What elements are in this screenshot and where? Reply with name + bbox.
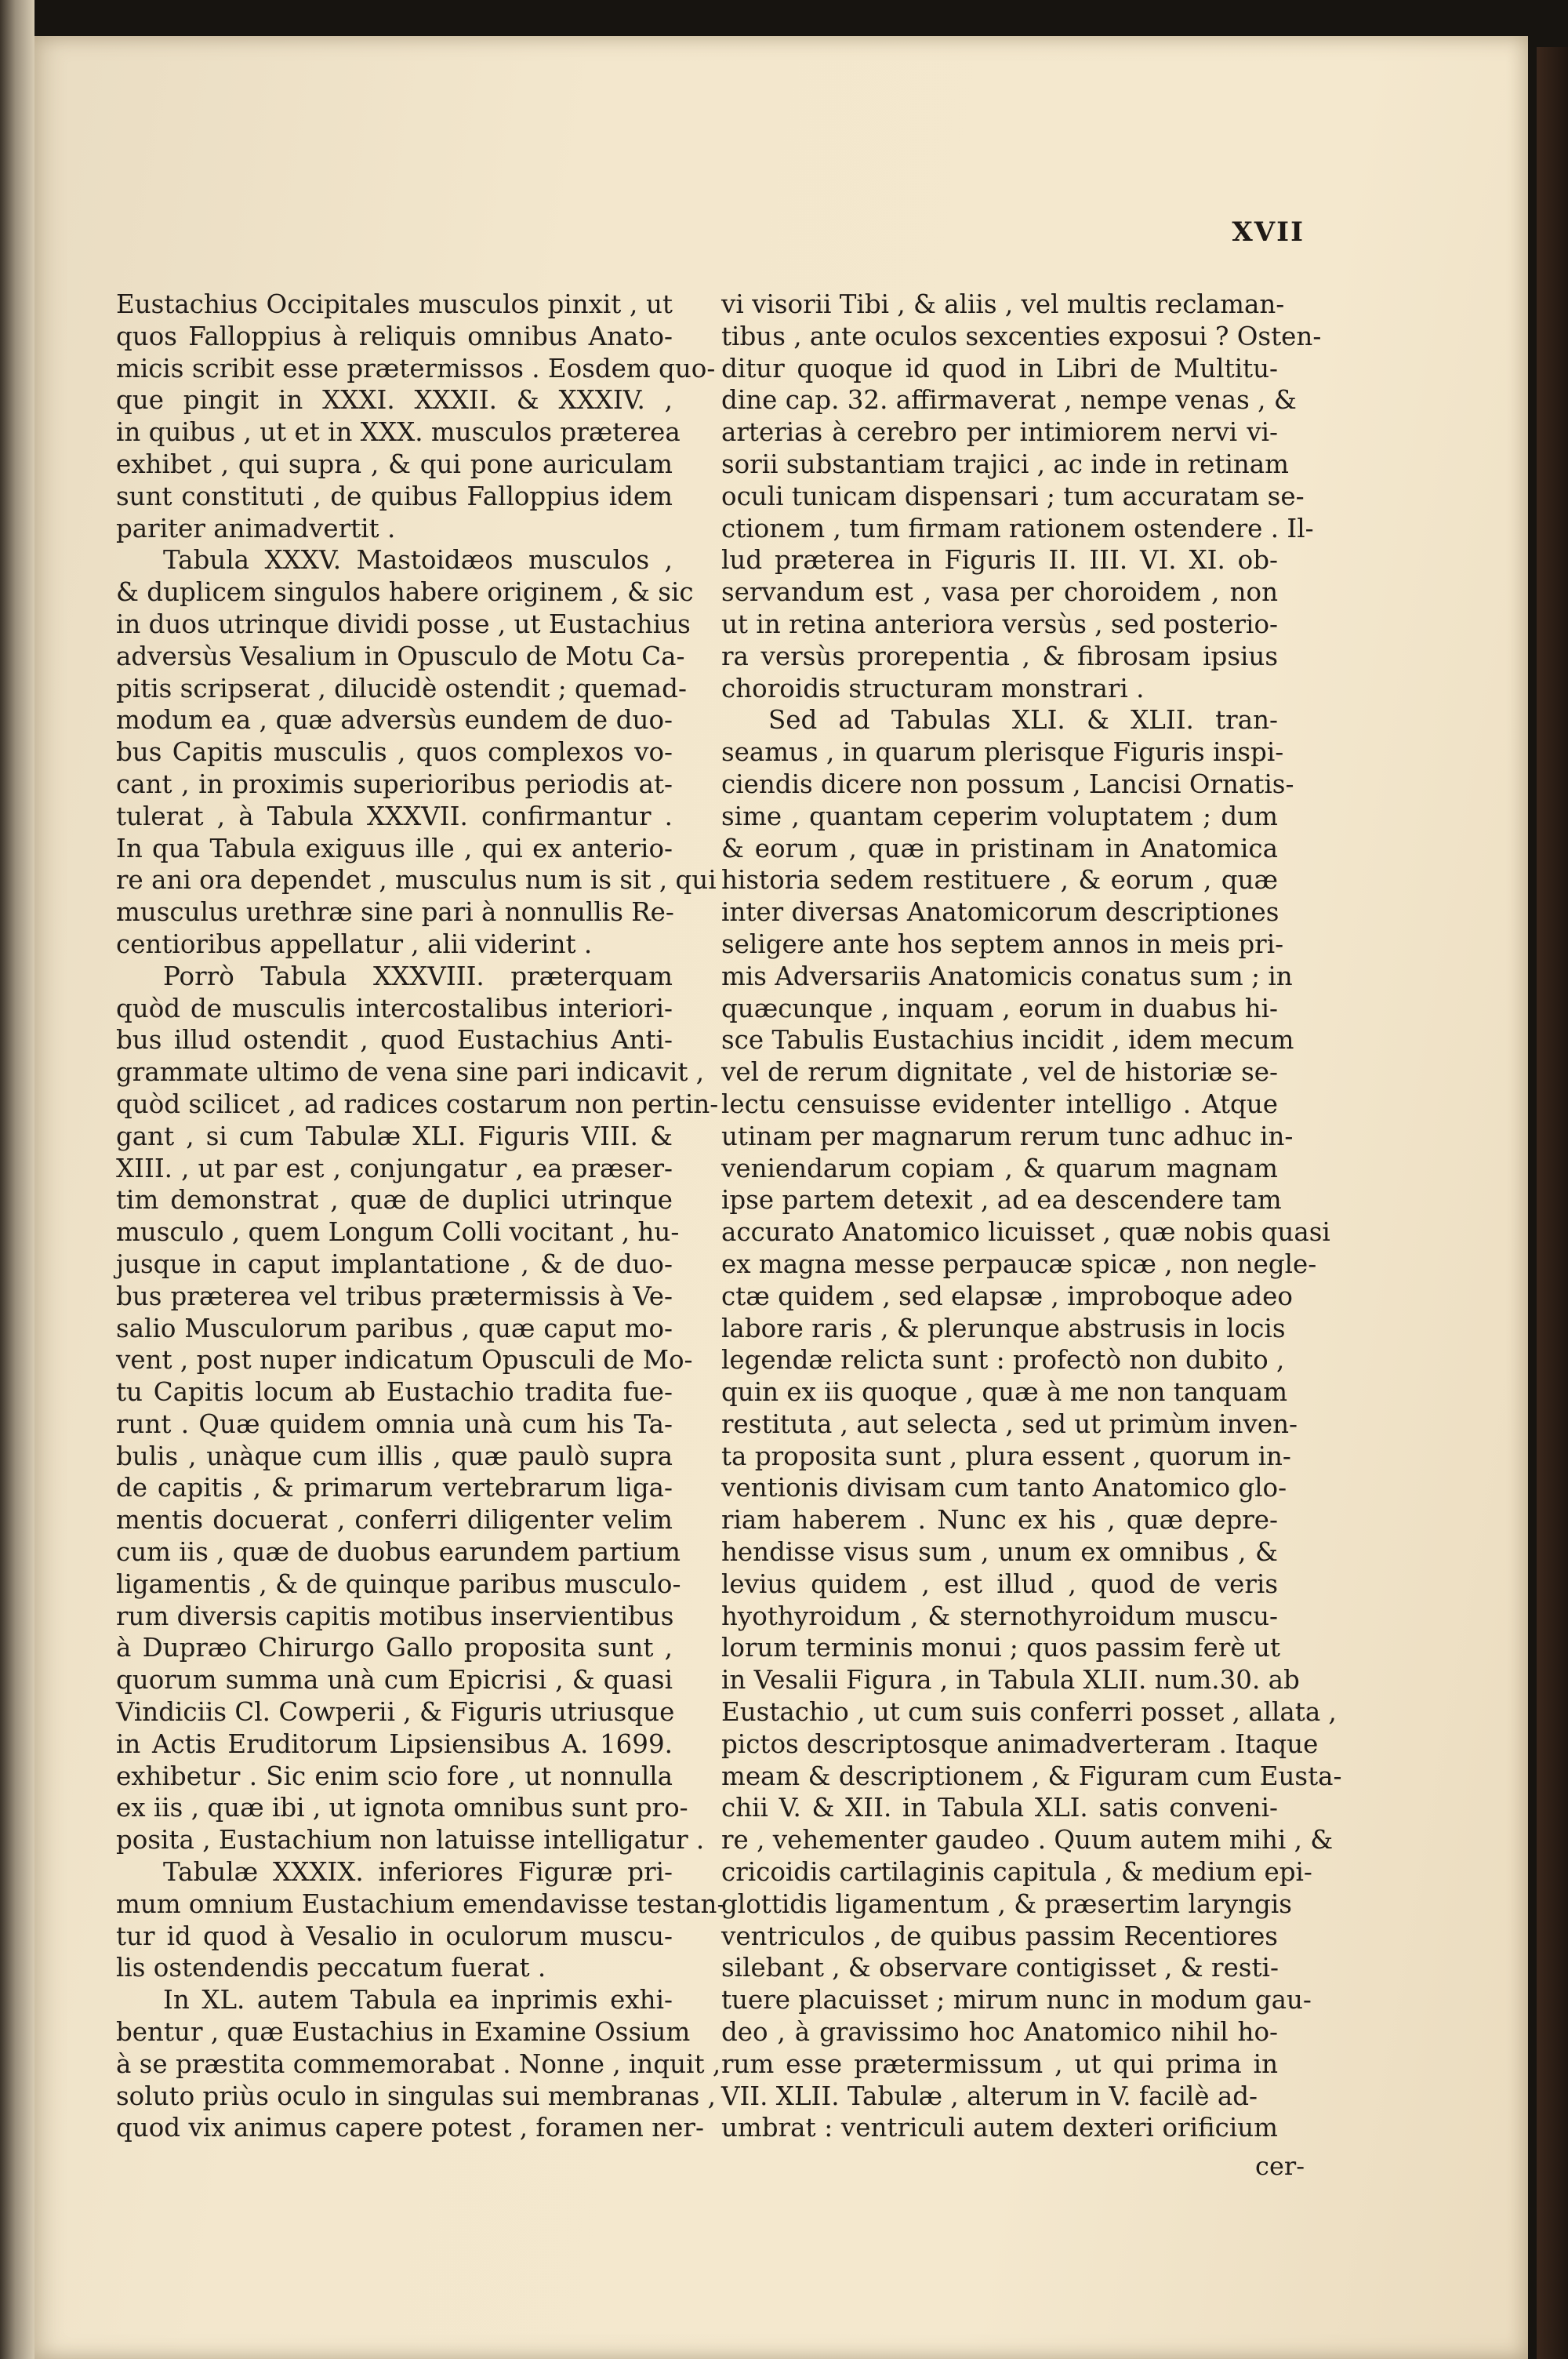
left-column [116,289,726,2144]
text-line: Eustachio , ut cum suis conferri posset , allata , [721,1697,1337,1728]
text-line: centioribus appellatur , alii viderint . [116,929,593,959]
text-line: lis ostendendis peccatum fuerat . [116,1953,546,1983]
text-line: choroidis structuram monstrari . [721,673,1145,703]
text-line: sime , quantam ceperim voluptatem ; dum [721,801,1278,831]
text-line: bus præterea vel tribus prætermissis à Ve- [116,1281,673,1311]
text-line: mentis docuerat , conferri diligenter velim [116,1505,673,1536]
text-line: ex iis , quæ ibi , ut ignota omnibus sunt pro- [116,1793,688,1823]
text-line: & duplicem singulos habere originem , & sic [116,577,694,608]
text-line: adversùs Vesalium in Opusculo de Motu Ca- [116,641,685,671]
text-line: à se præstita commemorabat . Nonne , inquit , [116,2048,721,2079]
text-line: tibus , ante oculos sexcenties exposui ? Osten- [721,321,1322,351]
text-line: rum esse prætermissum , ut qui prima in [721,2048,1278,2079]
text-line: ventionis divisam cum tanto Anatomico glo- [721,1473,1287,1503]
text-line: micis scribit esse prætermissos . Eosdem quo- [116,353,716,383]
page-number: XVII [1232,216,1305,248]
text-line: VII. XLII. Tabulæ , alterum in V. facilè ad- [721,2081,1258,2111]
text-line: vel de rerum dignitate , vel de historiæ se- [721,1057,1278,1088]
text-line: restituta , aut selecta , sed ut primùm inven- [721,1408,1298,1439]
text-line: lorum terminis monui ; quos passim ferè ut [721,1633,1280,1663]
text-line: accurato Anatomico licuisset , quæ nobis quasi [721,1217,1330,1248]
text-line: meam & descriptionem , & Figuram cum Eusta- [721,1761,1342,1791]
book-page [34,36,1528,2359]
text-line: seligere ante hos septem annos in meis pri- [721,929,1284,959]
text-line: in Actis Eruditorum Lipsiensibus A. 1699. [116,1728,673,1759]
text-line: sunt constituti , de quibus Falloppius idem [116,481,673,511]
text-line: seamus , in quarum plerisque Figuris inspi- [721,737,1284,768]
text-line: glottidis ligamentum , & præsertim laryngis [721,1888,1292,1919]
text-line: In XL. autem Tabula ea inprimis exhi- [163,1985,673,2016]
text-line: que pingit in XXXI. XXXII. & XXXIV. , [116,385,673,416]
text-line: lectu censuisse evidenter intelligo . Atque [721,1089,1278,1119]
text-line: Vindiciis Cl. Cowperii , & Figuris utriusque [116,1697,675,1728]
text-line: historia sedem restituere , & eorum , quæ [721,865,1278,896]
text-line: modum ea , quæ adversùs eundem de duo- [116,705,673,736]
text-line: vent , post nuper indicatum Opusculi de Mo- [116,1345,693,1376]
text-line: de capitis , & primarum vertebrarum liga- [116,1473,673,1503]
text-line: ipse partem detexit , ad ea descendere tam [721,1185,1282,1216]
text-line: à Dupræo Chirurgo Gallo proposita sunt , [116,1633,673,1663]
text-line: ligamentis , & de quinque paribus musculo- [116,1568,681,1599]
text-line: bentur , quæ Eustachius in Examine Ossium [116,2017,691,2048]
text-line: ex magna messe perpaucæ spicæ , non negle- [721,1249,1317,1279]
text-line: re , vehementer gaudeo . Quum autem mihi , & [721,1825,1334,1856]
right-column [721,289,1342,2144]
text-line: tulerat , à Tabula XXXVII. confirmantur . [116,801,673,831]
text-line: ditur quoque id quod in Libri de Multitu- [721,353,1278,383]
text-line: jusque in caput implantatione , & de duo- [116,1249,673,1279]
text-line: salio Musculorum paribus , quæ caput mo- [116,1313,673,1343]
text-line: veniendarum copiam , & quarum magnam [721,1153,1278,1183]
text-line: quòd scilicet , ad radices costarum non pertin- [116,1089,719,1119]
text-line: grammate ultimo de vena sine pari indicavit , [116,1057,705,1088]
text-line: Tabula XXXV. Mastoidæos musculos , [163,545,673,576]
text-line: ta proposita sunt , plura essent , quorum in- [721,1441,1291,1471]
text-line: Tabulæ XXXIX. inferiores Figuræ pri- [163,1857,673,1888]
text-line: pitis scripserat , dilucidè ostendit ; quemad- [116,673,687,703]
text-line: musculo , quem Longum Colli vocitant , hu- [116,1217,680,1248]
text-line: cant , in proximis superioribus periodis at- [116,769,673,799]
text-line: utinam per magnarum rerum tunc adhuc in- [721,1121,1294,1151]
text-line: exhibetur . Sic enim scio fore , ut nonnulla [116,1761,673,1791]
text-line: tuere placuisset ; mirum nunc in modum gau- [721,1985,1312,2016]
text-line: gant , si cum Tabulæ XLI. Figuris VIII. & [116,1121,673,1151]
text-line: exhibet , qui supra , & qui pone auriculam [116,449,673,479]
text-line: soluto priùs oculo in singulas sui membranas , [116,2081,716,2111]
text-line: in Vesalii Figura , in Tabula XLII. num.30. ab [721,1665,1300,1696]
text-line: silebant , & observare contigisset , & resti- [721,1953,1279,1983]
text-line: re ani ora dependet , musculus num is sit , qui [116,865,717,896]
text-line: legendæ relicta sunt : profectò non dubito , [721,1345,1285,1376]
text-line: posita , Eustachium non latuisse intelligatur . [116,1825,705,1856]
text-line: ctæ quidem , sed elapsæ , improboque adeo [721,1281,1293,1311]
text-line: Porrò Tabula XXXVIII. præterquam [163,961,673,991]
text-line: inter diversas Anatomicorum descriptiones [721,897,1279,928]
text-line: ra versùs prorepentia , & fibrosam ipsius [721,641,1278,671]
text-line: cricoidis cartilaginis capitula , & medium epi- [721,1857,1312,1888]
text-line: bulis , unàque cum illis , quæ paulò supra [116,1441,673,1471]
text-line: Eustachius Occipitales musculos pinxit , ut [116,289,673,319]
text-line: hyothyroidum , & sternothyroidum muscu- [721,1601,1278,1631]
text-line: ut in retina anteriora versùs , sed posterio- [721,609,1278,639]
text-line: oculi tunicam dispensari ; tum accuratam se- [721,481,1305,511]
text-line: tur id quod à Vesalio in oculorum muscu- [116,1921,673,1951]
text-line: quin ex iis quoque , quæ à me non tanquam [721,1377,1288,1408]
text-line: runt . Quæ quidem omnia unà cum his Ta- [116,1408,673,1439]
text-line: sce Tabulis Eustachius incidit , idem mecum [721,1025,1294,1056]
text-line: In qua Tabula exiguus ille , qui ex anterio- [116,833,673,863]
text-line: cum iis , quæ de duobus earundem partium [116,1537,681,1568]
text-line: tu Capitis locum ab Eustachio tradita fue- [116,1377,673,1408]
text-line: & eorum , quæ in pristinam in Anatomica [721,833,1278,863]
text-line: bus illud ostendit , quod Eustachius Anti- [116,1025,673,1056]
text-line: ventriculos , de quibus passim Recentiores [721,1921,1278,1951]
text-line: in quibus , ut et in XXX. musculos præterea [116,417,681,448]
text-line: in duos utrinque dividi posse , ut Eustachius [116,609,691,639]
text-line: pictos descriptosque animadverteram . Itaque [721,1728,1319,1759]
text-line: hendisse visus sum , unum ex omnibus , & [721,1537,1278,1568]
text-line: labore raris , & plerunque abstrusis in locis [721,1313,1286,1343]
text-line: lud præterea in Figuris II. III. VI. XI. ob- [721,545,1278,576]
book-cover-edge [1537,47,1568,2359]
text-line: chii V. & XII. in Tabula XLI. satis conveni- [721,1793,1278,1823]
text-line: rum diversis capitis motibus inservientibus [116,1601,674,1631]
text-line: levius quidem , est illud , quod de veris [721,1568,1278,1599]
text-line: pariter animadvertit . [116,513,396,543]
text-line: sorii substantiam trajici , ac inde in retinam [721,449,1289,479]
text-line: bus Capitis musculis , quos complexos vo- [116,737,673,768]
text-line: musculus urethræ sine pari à nonnullis Re- [116,897,674,928]
text-line: quod vix animus capere potest , foramen ner- [116,2113,704,2143]
text-line: Sed ad Tabulas XLI. & XLII. tran- [768,705,1278,736]
text-line: mis Adversariis Anatomicis conatus sum ; in [721,961,1293,991]
text-line: quorum summa unà cum Epicrisi , & quasi [116,1665,673,1696]
text-line: dine cap. 32. affirmaverat , nempe venas , & [721,385,1297,416]
text-line: XIII. , ut par est , conjungatur , ea præser- [116,1153,673,1183]
adjacent-page-edge [0,0,34,2359]
text-line: quòd de musculis intercostalibus interiori- [116,993,673,1023]
text-line: quæcunque , inquam , eorum in duabus hi- [721,993,1278,1023]
text-line: ctionem , tum firmam rationem ostendere . Il- [721,513,1314,543]
catchword: cer- [1255,2151,1305,2181]
text-line: quos Falloppius à reliquis omnibus Anato- [116,321,673,351]
text-line: vi visorii Tibi , & aliis , vel multis reclaman- [721,289,1285,319]
text-line: deo , à gravissimo hoc Anatomico nihil ho- [721,2017,1278,2048]
text-line: arterias à cerebro per intimiorem nervi vi- [721,417,1278,448]
text-line: ciendis dicere non possum , Lancisi Ornatis- [721,769,1294,799]
text-line: mum omnium Eustachium emendavisse testan- [116,1888,726,1919]
text-line: umbrat : ventriculi autem dexteri orificium [721,2113,1278,2143]
text-line: tim demonstrat , quæ de duplici utrinque [116,1185,673,1216]
text-line: riam haberem . Nunc ex his , quæ depre- [721,1505,1278,1536]
text-line: servandum est , vasa per choroidem , non [721,577,1278,608]
